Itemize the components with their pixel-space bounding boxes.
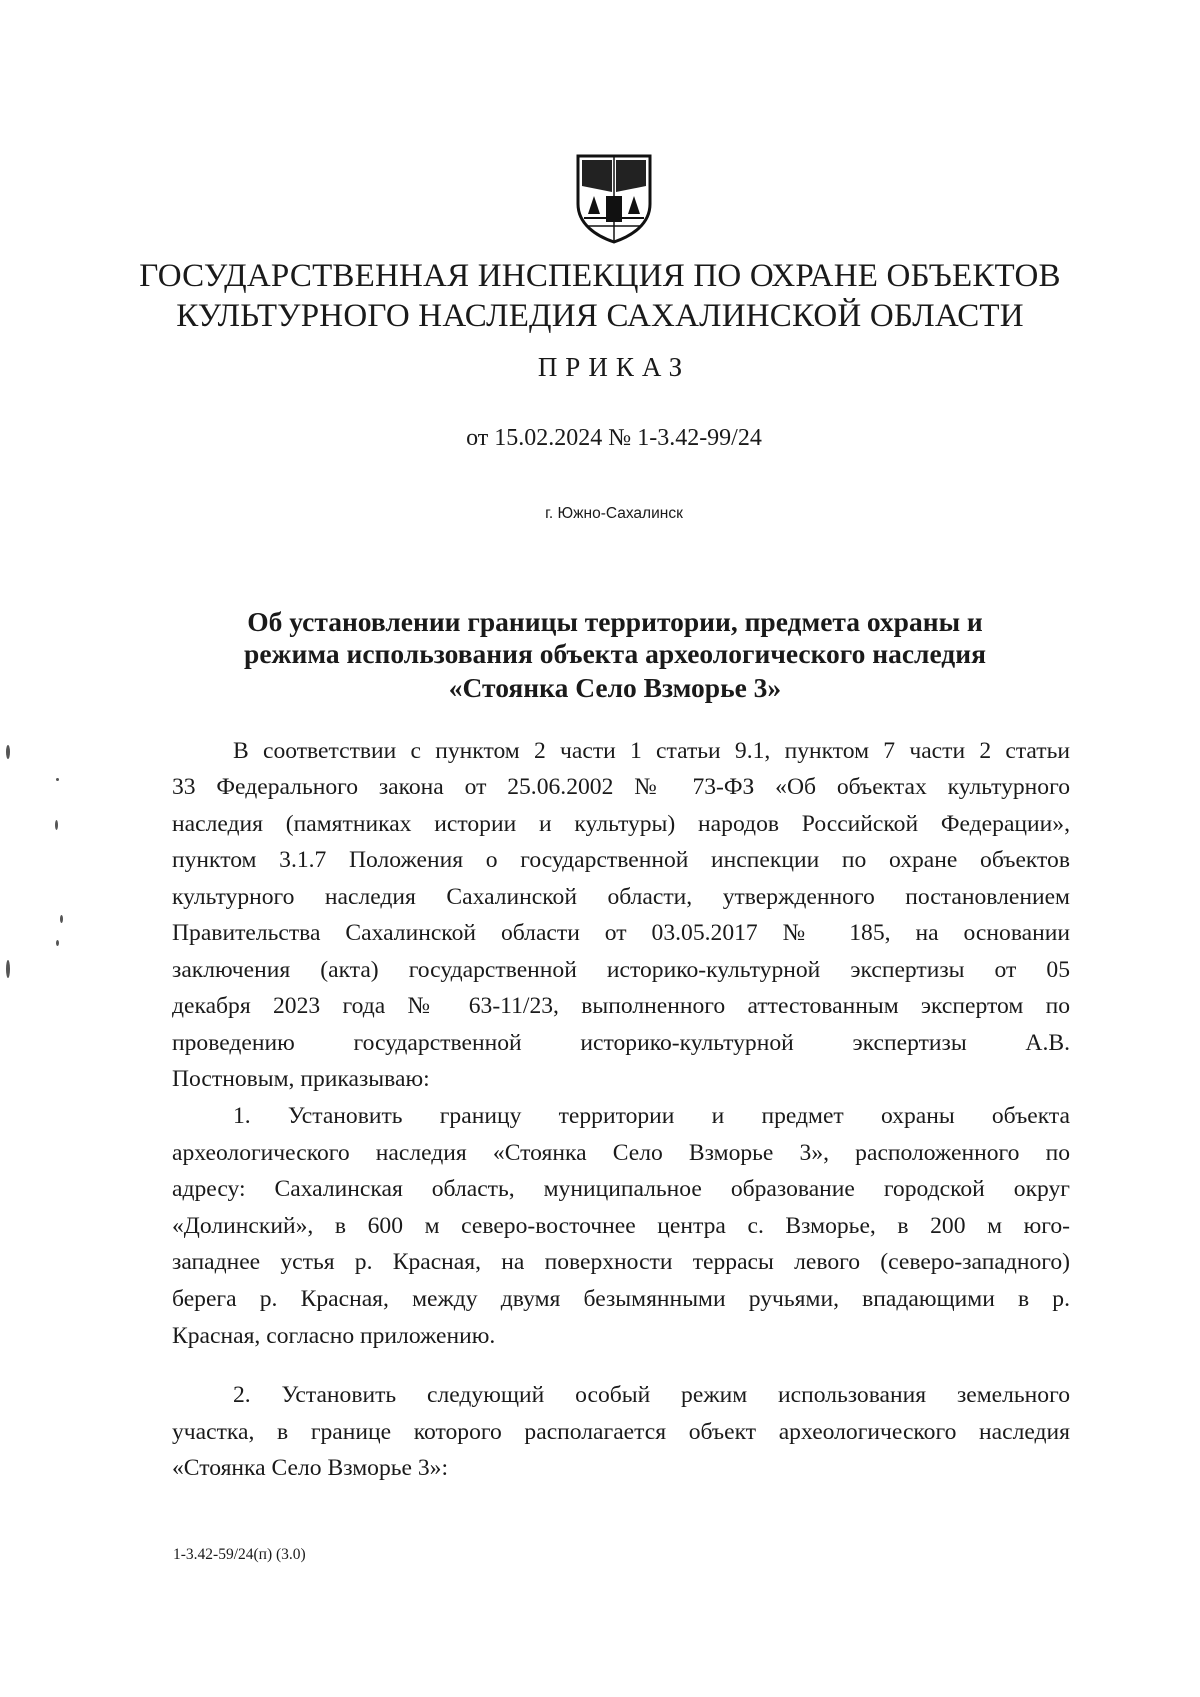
scan-speck: [60, 915, 63, 923]
document-title-line-2: режима использования объекта археологического наследия: [244, 638, 986, 669]
document-date-number: от 15.02.2024 № 1-3.42-99/24: [466, 425, 762, 451]
scan-speck: [6, 960, 10, 978]
item-2-line: 2. Установить следующий особый режим использования земельного: [233, 1382, 1070, 1408]
preamble-line: 33 Федерального закона от 25.06.2002 № 73-ФЗ «Об объектах культурного: [172, 774, 1070, 800]
preamble-line: пунктом 3.1.7 Положения о государственной инспекции по охране объектов: [172, 847, 1070, 873]
preamble-line: проведению государственной историко-культурной экспертизы А.В.: [172, 1030, 1070, 1056]
item-1-line: Красная, согласно приложению.: [172, 1323, 496, 1349]
document-title-line-1: Об установлении границы территории, предмета охраны и: [247, 606, 983, 637]
preamble-line: В соответствии с пунктом 2 части 1 статьи 9.1, пунктом 7 части 2 статьи: [233, 738, 1070, 764]
preamble-line: наследия (памятниках истории и культуры) народов Российской Федерации»,: [172, 811, 1070, 837]
item-2-line: участка, в границе которого располагается объект археологического наследия: [172, 1419, 1070, 1445]
preamble-line: Постновым, приказываю:: [172, 1066, 430, 1092]
item-1-line: берега р. Красная, между двумя безымянными ручьями, впадающими в р.: [172, 1286, 1070, 1312]
scan-speck: [55, 820, 58, 830]
scan-speck: [56, 778, 59, 781]
preamble-line: декабря 2023 года № 63-11/23, выполненного аттестованным экспертом по: [172, 993, 1070, 1019]
footer-document-code: 1-3.42-59/24(п) (3.0): [173, 1546, 306, 1563]
document-title-line-3: «Стоянка Село Взморье 3»: [448, 672, 782, 703]
preamble-line: Правительства Сахалинской области от 03.05.2017 № 185, на основании: [172, 920, 1070, 946]
scan-speck: [56, 940, 59, 946]
coat-of-arms-icon: [574, 152, 654, 244]
item-2-line: «Стоянка Село Взморье 3»:: [172, 1455, 449, 1481]
preamble-line: культурного наследия Сахалинской области, утвержденного постановлением: [172, 884, 1070, 910]
item-1-line: западнее устья р. Красная, на поверхности террасы левого (северо-западного): [172, 1249, 1070, 1275]
item-1-line: археологического наследия «Стоянка Село Взморье 3», расположенного по: [172, 1140, 1070, 1166]
scan-speck: [6, 745, 10, 759]
item-1-line: 1. Установить границу территории и предмет охраны объекта: [233, 1103, 1070, 1129]
item-1-line: адресу: Сахалинская область, муниципальное образование городской округ: [172, 1176, 1070, 1202]
agency-name-line-1: ГОСУДАРСТВЕННАЯ ИНСПЕКЦИЯ ПО ОХРАНЕ ОБЪЕКТОВ: [139, 258, 1061, 294]
preamble-line: заключения (акта) государственной историко-культурной экспертизы от 05: [172, 957, 1070, 983]
document-city: г. Южно-Сахалинск: [545, 505, 683, 522]
agency-name-line-2: КУЛЬТУРНОГО НАСЛЕДИЯ САХАЛИНСКОЙ ОБЛАСТИ: [176, 298, 1024, 334]
document-type: ПРИКАЗ: [537, 352, 691, 382]
item-1-line: «Долинский», в 600 м северо-восточнее центра с. Взморье, в 200 м юго-: [172, 1213, 1070, 1239]
